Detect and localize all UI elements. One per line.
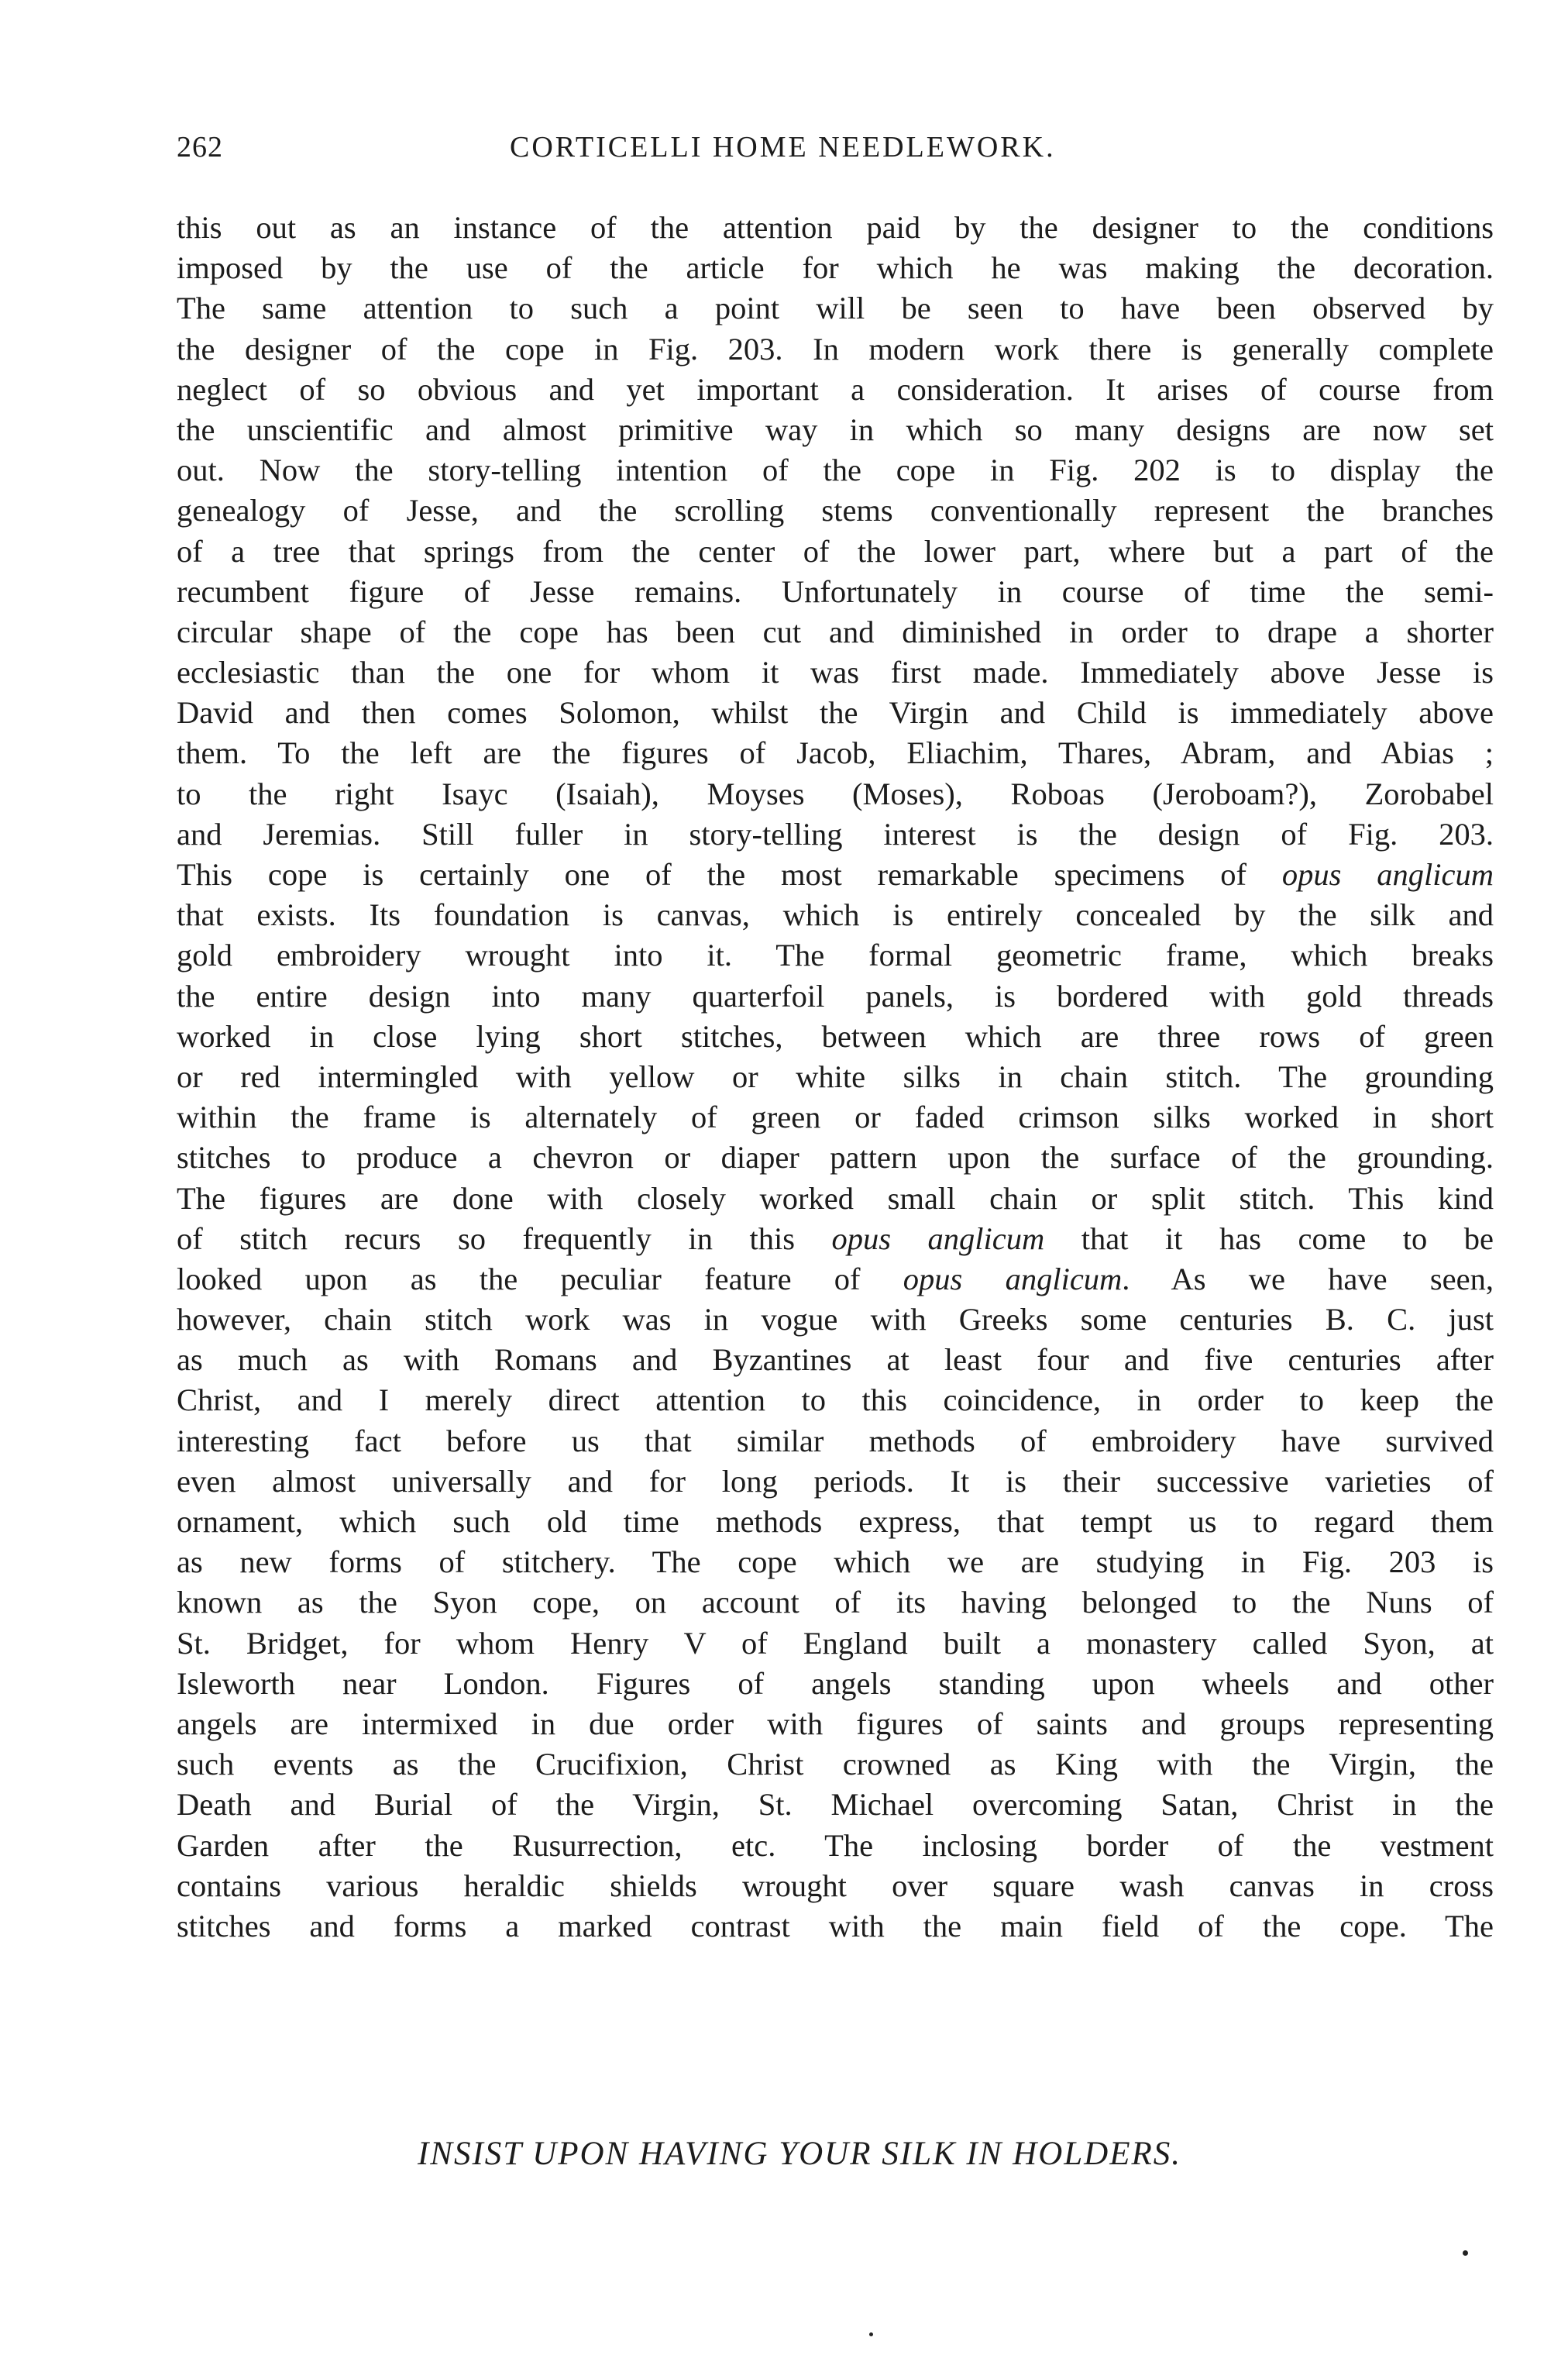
text-line: the unscientific and almost primitive way in which so many designs are now set — [177, 411, 1494, 447]
text-line: stitches to produce a chevron or diaper pattern upon the surface of the grounding. — [177, 1140, 1494, 1176]
text-line: Garden after the Rusurrection, etc. The inclosing border of the vestment — [177, 1827, 1494, 1863]
text-line: this out as an instance of the attention paid by the designer to the conditions — [177, 210, 1494, 245]
text-line: known as the Syon cope, on account of its having belonged to the Nuns of — [177, 1585, 1494, 1620]
text-line: genealogy of Jesse, and the scrolling stems conventionally represent the branches — [177, 493, 1494, 528]
text-line: imposed by the use of the article for which he was making the decoration. — [177, 250, 1494, 286]
text-line: The same attention to such a point will be seen to have been observed by — [177, 291, 1494, 326]
text-line: and Jeremias. Still fuller in story-telling interest is the design of Fig. 203. — [177, 816, 1494, 852]
text-line: ecclesiastic than the one for whom it was first made. Immediately above Jesse is — [177, 655, 1494, 690]
text-line: such events as the Crucifixion, Christ crowned as King with the Virgin, the — [177, 1747, 1494, 1782]
italic-term: opus anglicum — [1281, 857, 1494, 892]
text-line: as new forms of stitchery. The cope which we are studying in Fig. 203 is — [177, 1544, 1494, 1580]
body-text — [177, 208, 1494, 1947]
text-line: looked upon as the peculiar feature of opus anglicum. As we have seen, — [177, 1261, 1494, 1296]
italic-term: opus anglicum — [903, 1261, 1123, 1296]
text-line: that exists. Its foundation is canvas, which is entirely concealed by the silk and — [177, 897, 1494, 933]
text-line: angels are intermixed in due order with figures of saints and groups representing — [177, 1706, 1494, 1741]
print-speck — [1463, 2250, 1468, 2256]
text-line: of stitch recurs so frequently in this opus anglicum that it has come to be — [177, 1220, 1494, 1256]
text-line: Christ, and I merely direct attention to this coincidence, in order to keep the — [177, 1382, 1494, 1418]
italic-term: opus anglicum — [831, 1220, 1045, 1256]
text-line: stitches and forms a marked contrast with the main field of the cope. The — [177, 1908, 1494, 1943]
text-line: David and then comes Solomon, whilst the Virgin and Child is immediately above — [177, 695, 1494, 731]
text-line: out. Now the story-telling intention of the cope in Fig. 202 is to display the — [177, 453, 1494, 488]
text-line: Isleworth near London. Figures of angels standing upon wheels and other — [177, 1665, 1494, 1701]
text-line: The figures are done with closely worked small chain or split stitch. This kind — [177, 1180, 1494, 1216]
text-line: the entire design into many quarterfoil panels, is bordered with gold threads — [177, 978, 1494, 1014]
page-footer — [0, 2135, 1568, 2173]
text-line: worked in close lying short stitches, between which are three rows of green — [177, 1018, 1494, 1054]
page-number: 262 — [177, 131, 223, 164]
text-line: even almost universally and for long periods. It is their successive varieties of — [177, 1463, 1494, 1499]
text-line: Death and Burial of the Virgin, St. Michael overcoming Satan, Christ in the — [177, 1787, 1494, 1823]
text-line: or red intermingled with yellow or white silks in chain stitch. The grounding — [177, 1059, 1494, 1094]
text-line: as much as with Romans and Byzantines at least four and five centuries after — [177, 1342, 1494, 1378]
footer-advert: INSIST UPON HAVING YOUR SILK IN HOLDERS. — [417, 2136, 1182, 2172]
text-line: neglect of so obvious and yet important a consideration. It arises of course from — [177, 371, 1494, 407]
text-line: them. To the left are the figures of Jacob, Eliachim, Thares, Abram, and Abias ; — [177, 735, 1494, 771]
text-line: recumbent figure of Jesse remains. Unfortunately in course of time the semi- — [177, 573, 1494, 609]
text-line: of a tree that springs from the center of the lower part, where but a part of the — [177, 533, 1494, 569]
text-line: circular shape of the cope has been cut and diminished in order to drape a shorter — [177, 614, 1494, 649]
print-speck — [869, 2332, 873, 2336]
text-line: the designer of the cope in Fig. 203. In modern work there is generally complete — [177, 331, 1494, 367]
text-line: gold embroidery wrought into it. The formal geometric frame, which breaks — [177, 938, 1494, 973]
text-line: within the frame is alternately of green or faded crimson silks worked in short — [177, 1100, 1494, 1135]
text-line: however, chain stitch work was in vogue with Greeks some centuries B. C. just — [177, 1302, 1494, 1337]
text-line: ornament, which such old time methods express, that tempt us to regard them — [177, 1504, 1494, 1539]
text-line: This cope is certainly one of the most remarkable specimens of opus anglicum — [177, 857, 1494, 892]
text-line: contains various heraldic shields wrought over square wash canvas in cross — [177, 1868, 1494, 1903]
text-line: to the right Isayc (Isaiah), Moyses (Moses), Roboas (Jeroboam?), Zorobabel — [177, 776, 1494, 811]
page-header — [177, 130, 1494, 177]
running-title: CORTICELLI HOME NEEDLEWORK. — [510, 131, 1056, 164]
text-line: interesting fact before us that similar methods of embroidery have survived — [177, 1423, 1494, 1458]
text-line: St. Bridget, for whom Henry V of England built a monastery called Syon, at — [177, 1625, 1494, 1661]
